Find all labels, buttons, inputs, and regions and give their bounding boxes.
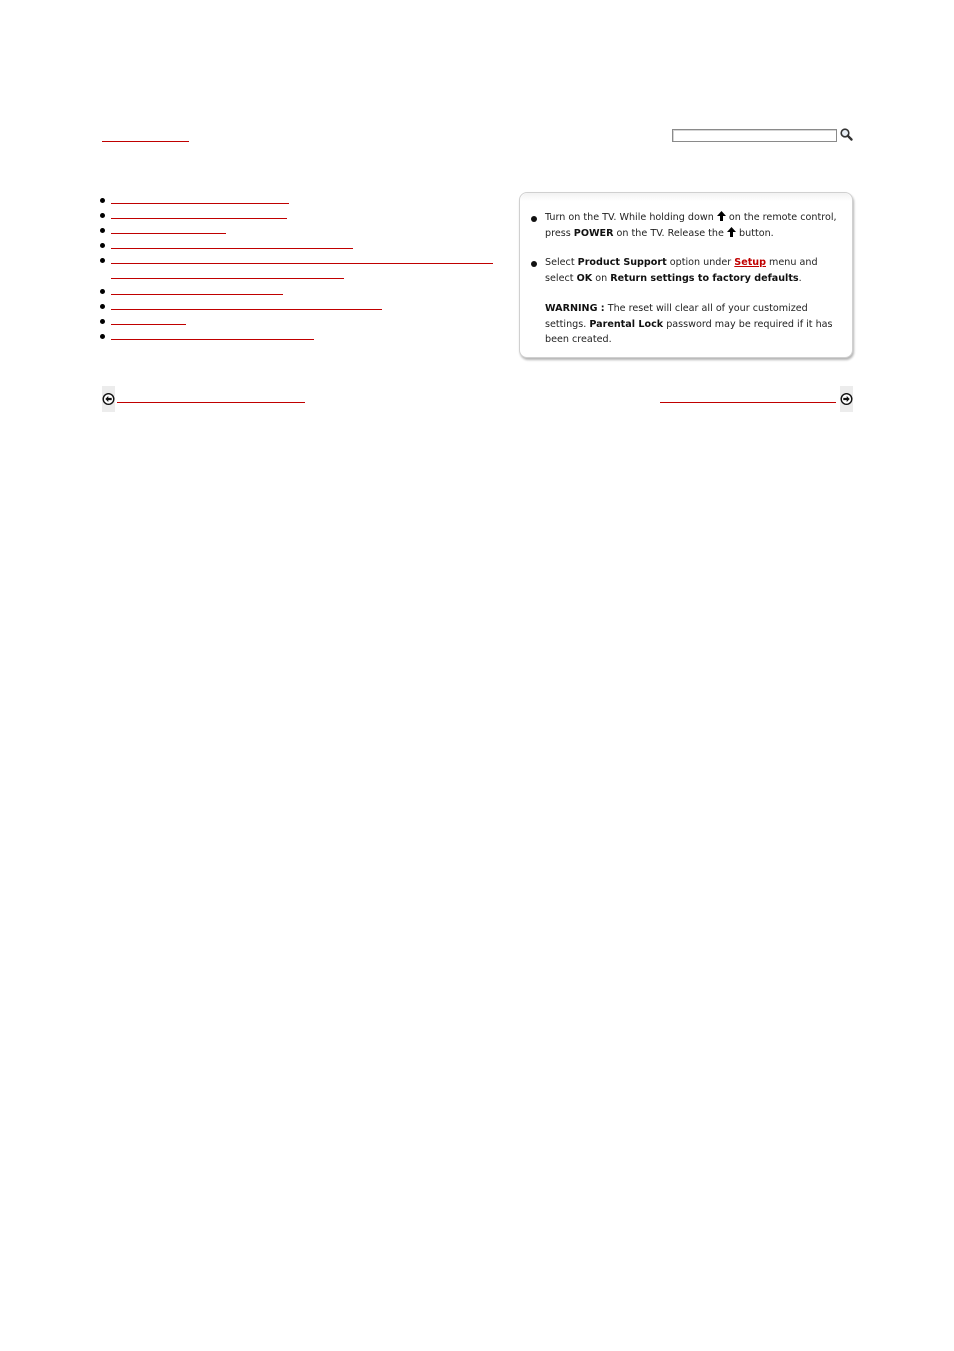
power-label: POWER xyxy=(573,227,614,239)
prev-page-link[interactable] xyxy=(117,392,305,403)
ok-label: OK xyxy=(576,272,593,284)
step-1-text: on the TV. Release the xyxy=(613,227,727,239)
up-arrow-icon xyxy=(727,227,736,237)
topic-link-5[interactable] xyxy=(111,253,493,264)
circle-right-arrow-icon xyxy=(840,386,853,412)
step-2 xyxy=(545,255,845,286)
top-link[interactable] xyxy=(102,129,189,142)
product-support-label: Product Support xyxy=(577,257,667,268)
warning-text: The reset will clear all of your customized settings. xyxy=(545,303,808,330)
warning-note xyxy=(545,301,845,348)
topic-link-1[interactable] xyxy=(111,193,289,204)
search-button[interactable] xyxy=(839,127,854,142)
panel-header xyxy=(520,193,852,201)
next-page-button[interactable] xyxy=(840,386,853,412)
topic-link-4[interactable] xyxy=(111,238,353,249)
step-2-text: . xyxy=(798,272,802,284)
step-1-text: Turn on the TV. While holding down xyxy=(545,212,717,223)
topic-link-7[interactable] xyxy=(111,299,382,310)
prev-page-button[interactable] xyxy=(102,386,115,412)
step-bullet xyxy=(531,261,537,267)
topic-link-2[interactable] xyxy=(111,208,287,219)
step-bullet xyxy=(531,216,537,222)
setup-link[interactable]: Setup xyxy=(734,257,766,268)
topic-link-6[interactable] xyxy=(111,284,283,295)
up-arrow-icon xyxy=(717,211,726,221)
warning-label: WARNING : xyxy=(545,303,605,314)
step-2-text: option under xyxy=(666,257,735,268)
topic-link-9[interactable] xyxy=(111,329,314,340)
warning-text: password may be required if it has been created. xyxy=(545,318,833,345)
step-2-text: Select xyxy=(545,257,578,268)
factory-defaults-label: Return settings to factory defaults xyxy=(610,272,799,284)
topic-link-3[interactable] xyxy=(111,223,226,234)
search-input[interactable] xyxy=(672,129,837,142)
parental-lock-label: Parental Lock xyxy=(589,318,664,330)
step-1 xyxy=(545,210,845,241)
circle-left-arrow-icon xyxy=(102,386,115,412)
next-page-link[interactable] xyxy=(660,392,836,403)
step-1-text: button. xyxy=(735,227,774,239)
step-2-text: on xyxy=(592,272,611,284)
magnifier-icon xyxy=(839,127,854,142)
step-2-text: menu and select xyxy=(545,257,818,284)
topic-link-5-continued[interactable] xyxy=(111,268,344,279)
topic-link-8[interactable] xyxy=(111,314,186,325)
step-1-text: on the remote control, press xyxy=(545,212,837,239)
